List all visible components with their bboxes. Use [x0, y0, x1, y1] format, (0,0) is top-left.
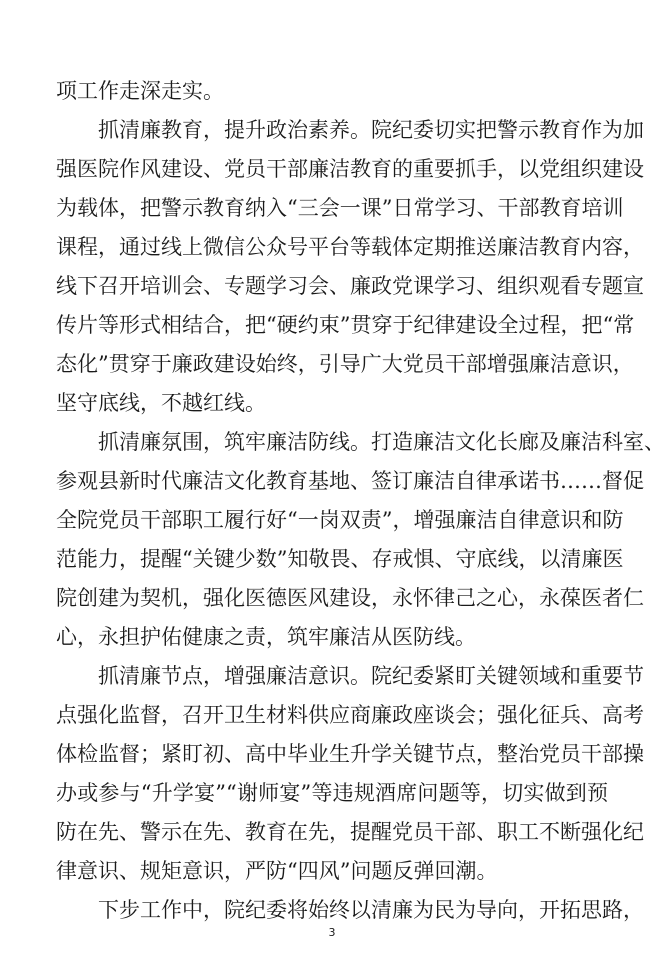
text-line-6: 线下召开培训会、专题学习会、廉政党课学习、组织观看专题宣	[56, 274, 644, 298]
text-line-8: 态化”贯穿于廉政建设始终，引导广大党员干部增强廉洁意识，	[56, 352, 634, 376]
text-line-18: 体检监督；紧盯初、高中毕业生升学关键节点，整治党员干部操	[56, 742, 644, 766]
text-line-20: 防在先、警示在先、教育在先，提醒党员干部、职工不断强化纪	[56, 820, 644, 844]
text-line-4: 为载体，把警示教育纳入“三会一课”日常学习、干部教育培训	[56, 196, 624, 220]
text-line-5: 课程，通过线上微信公众号平台等载体定期推送廉洁教育内容，	[56, 235, 644, 259]
text-line-10: 抓清廉氛围，筑牢廉洁防线。打造廉洁文化长廊及廉洁科室、	[98, 430, 665, 454]
text-line-3: 强医院作风建设、党员干部廉洁教育的重要抓手，以党组织建设	[56, 157, 644, 181]
text-line-9: 坚守底线，不越红线。	[56, 391, 266, 415]
text-line-13: 范能力，提醒“关键少数”知敬畏、存戒惧、守底线，以清廉医	[56, 547, 624, 571]
text-line-15: 心，永担护佑健康之责，筑牢廉洁从医防线。	[56, 625, 476, 649]
text-line-17: 点强化监督，召开卫生材料供应商廉政座谈会；强化征兵、高考	[56, 703, 644, 727]
text-line-1: 项工作走深走实。	[56, 79, 224, 103]
text-line-12: 全院党员干部职工履行好“一岗双责”，增强廉洁自律意识和防	[56, 508, 624, 532]
text-line-16: 抓清廉节点，增强廉洁意识。院纪委紧盯关键领域和重要节	[98, 664, 644, 688]
text-line-7: 传片等形式相结合，把“硬约束”贯穿于纪律建设全过程，把“常	[56, 313, 635, 337]
page-number: 3	[328, 926, 336, 939]
text-line-14: 院创建为契机，强化医德医风建设，永怀律己之心，永葆医者仁	[56, 586, 644, 610]
text-line-21: 律意识、规矩意识，严防“四风”问题反弹回潮。	[56, 859, 498, 883]
text-line-19: 办或参与“升学宴”“谢师宴”等违规酒席问题等，切实做到预	[56, 781, 608, 805]
text-line-22: 下步工作中，院纪委将始终以清廉为民为导向，开拓思路，	[98, 898, 644, 922]
text-line-2: 抓清廉教育，提升政治素养。院纪委切实把警示教育作为加	[98, 118, 644, 142]
text-line-11: 参观县新时代廉洁文化教育基地、签订廉洁自律承诺书……督促	[56, 469, 644, 493]
